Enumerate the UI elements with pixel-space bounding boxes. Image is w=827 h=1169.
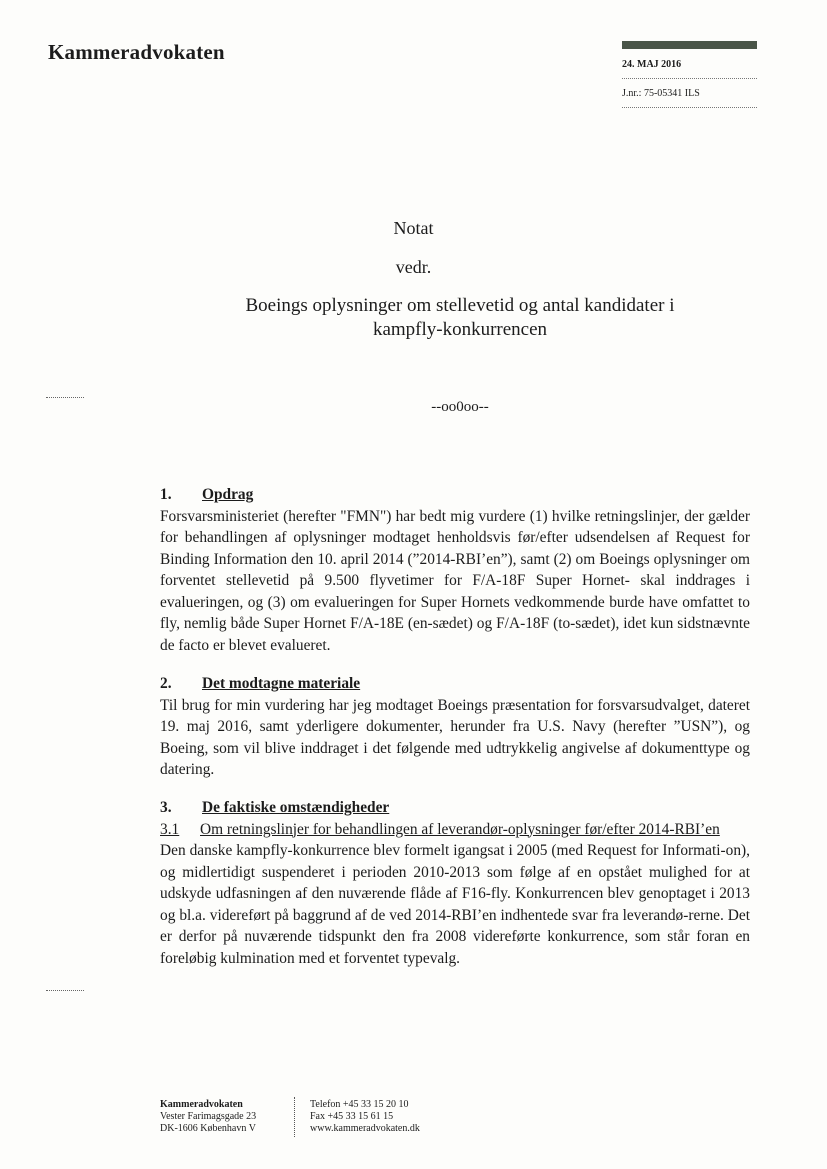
section-heading: [160, 673, 750, 695]
section-body: Forsvarsministeriet (herefter "FMN") har bedt mig vurdere (1) hvilke retningslinjer, der gælder for behandlingen af oplysninger modtaget henholdsvis før/efter udsendelsen af Request for Binding Information den 10. april 2014 (”2014-RBI’en”), samt (2) om Boeings oplysninger om forventet stellevetid på 9.500 flyvetimer for F/A-18F Super Hornet- skal inddrages i evalueringen, og (3) om evalueringen for Super Hornets vedkommende burde have omfattet to fly, nemlig både Super Hornet F/A-18E (en-sædet) og F/A-18F (to-sædet), idet kun sidstnævnte de facto er blevet evalueret.: [160, 507, 750, 654]
margin-mark: [46, 990, 84, 991]
separator: --oo0oo--: [431, 399, 489, 415]
document-date: 24. MAJ 2016: [622, 59, 682, 70]
doc-subject: [200, 294, 720, 342]
footer-phone: Telefon +45 33 15 20 10: [310, 1099, 409, 1110]
section-number: 2.: [160, 675, 172, 692]
footer-fax: Fax +45 33 15 61 15: [310, 1111, 394, 1122]
section-omstaendigheder: [160, 797, 750, 969]
section-heading: [160, 797, 750, 819]
footer-address: [160, 1099, 256, 1135]
section-opdrag: [160, 484, 750, 656]
margin-mark: [46, 397, 84, 398]
footer-contact: [310, 1099, 420, 1135]
footer-street: Vester Farimagsgade 23: [160, 1111, 257, 1122]
subject-line: Boeings oplysninger om stellevetid og antal kandidater i: [245, 295, 675, 316]
section-title: Det modtagne materiale: [202, 675, 361, 692]
footer-divider: [294, 1097, 295, 1137]
subject-line: kampfly-konkurrencen: [372, 319, 548, 340]
footer-name: Kammeradvokaten: [160, 1099, 243, 1110]
section-body: Den danske kampfly-konkurrence blev formelt igangsat i 2005 (med Request for Informati-on), og midlertidigt suspenderet i perioden 2010-2013 som følge af en opstået mulighed for at udskyde udfasningen af den nuværende flåde af F16-fly. Konkurrencen blev genoptaget i 2013 og bl.a. videreført på baggrund af de ved 2014-RBI’en indhentede svar fra leverandø-rerne. Det er derfor på nuværende tidspunkt den fra 2008 videreførte konkurrence, som står foran en foreløbig kulmination med et forventet typevalg.: [160, 842, 750, 967]
section-title: De faktiske omstændigheder: [202, 799, 390, 816]
header-divider: [622, 78, 757, 79]
section-number: 3.: [160, 799, 172, 816]
subsection-heading: [160, 819, 750, 841]
section-number: 1.: [160, 486, 172, 503]
section-title: Opdrag: [202, 486, 254, 503]
journal-number: J.nr.: 75-05341 ILS: [622, 88, 700, 99]
section-materiale: [160, 673, 750, 781]
footer-city: DK-1606 København V: [160, 1123, 256, 1134]
doc-vedr: vedr.: [395, 257, 432, 277]
subsection-number: 3.1: [160, 820, 180, 838]
section-heading: [160, 484, 750, 506]
section-body: Til brug for min vurdering har jeg modtaget Boeings præsentation for forsvarsudvalget, dateret 19. maj 2016, samt yderligere dokumenter, herunder fra U.S. Navy (herefter ”USN”), og Boeing, som vil blive inddraget i det følgende med udtrykkelig angivelse af dokumenttype og datering.: [160, 696, 750, 778]
letterhead-brand: Kammeradvokaten: [48, 40, 225, 64]
subsection-title: Om retningslinjer for behandlingen af leverandør-oplysninger før/efter 2014-RBI’en: [200, 820, 720, 838]
footer-web: www.kammeradvokaten.dk: [310, 1123, 420, 1134]
header-bar: [622, 41, 757, 49]
header-divider: [622, 107, 757, 108]
doc-type-title: Notat: [393, 218, 434, 238]
